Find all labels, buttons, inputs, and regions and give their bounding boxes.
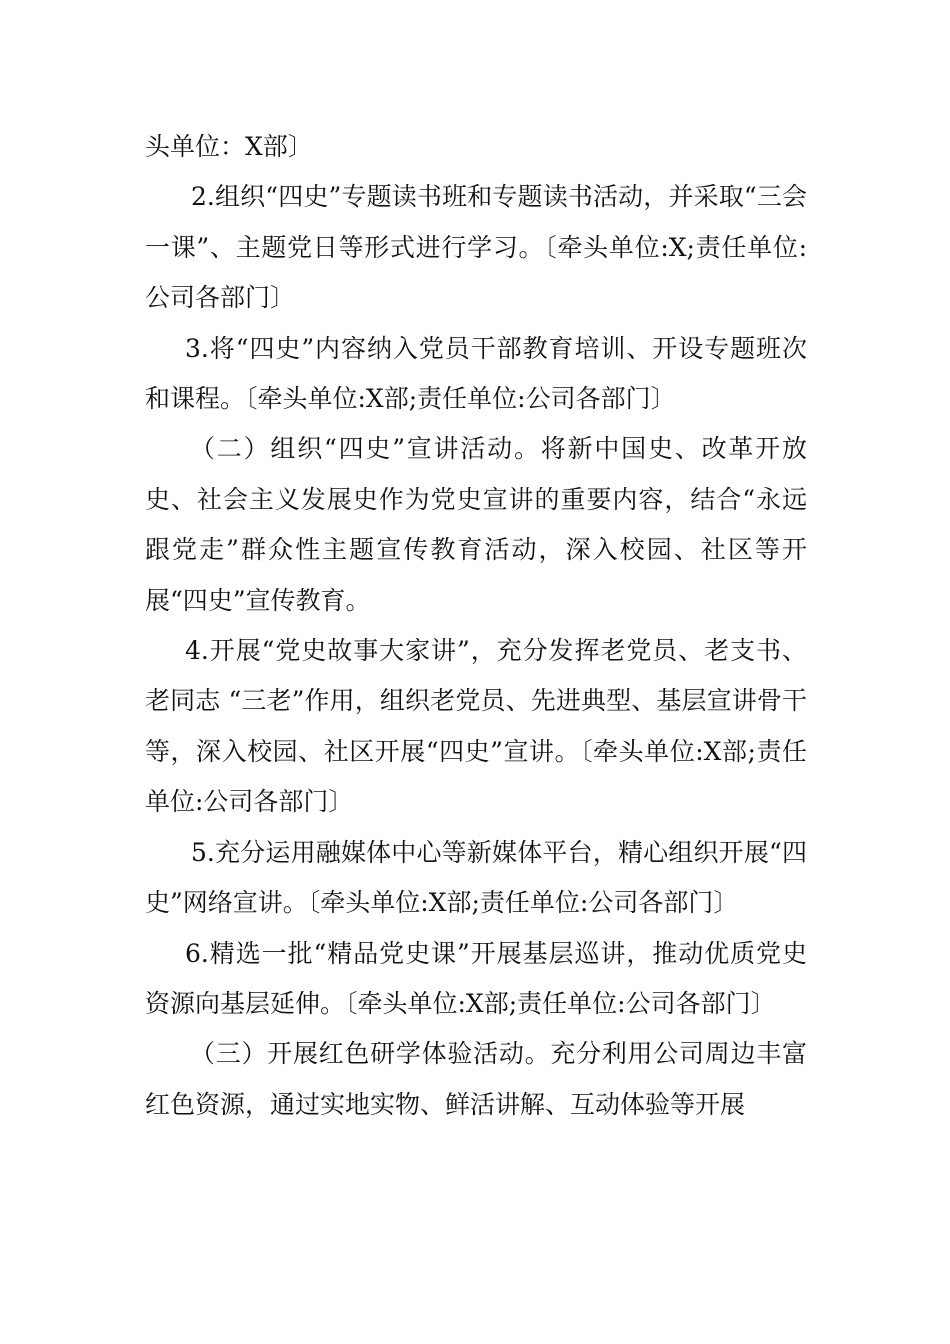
- paragraph-section-3: （三）开展红色研学体验活动。充分利用公司周边丰富红色资源，通过实地实物、鲜活讲解、互动体验等开展: [145, 1039, 807, 1119]
- paragraph-continuation: 头单位：X部〕: [145, 132, 313, 161]
- paragraph-item-4: 4.开展“党史故事大家讲”，充分发挥老党员、老支书、老同志 “三老”作用，组织老党员、先进典型、基层宣讲骨干等，深入校园、社区开展“四史”宣讲。〔牵头单位:X部;责任单位:公司各部门〕: [145, 636, 807, 817]
- document-body: [145, 122, 807, 1130]
- paragraph-section-2: （二）组织“四史”宣讲活动。将新中国史、改革开放史、社会主义发展史作为党史宣讲的重要内容，结合“永远跟党走”群众性主题宣传教育活动，深入校园、社区等开展“四史”宣传教育。: [145, 434, 807, 615]
- paragraph-item-5: 5.充分运用融媒体中心等新媒体平台，精心组织开展“四史”网络宣讲。〔牵头单位:X部;责任单位:公司各部门〕: [145, 837, 807, 918]
- paragraph-item-3: 3.将“四史”内容纳入党员干部教育培训、开设专题班次和课程。〔牵头单位:X部;责任单位:公司各部门〕: [145, 333, 807, 414]
- paragraph-item-2: 2.组织“四史”专题读书班和专题读书活动，并采取“三会一课”、主题党日等形式进行学习。〔牵头单位:X;责任单位:公司各部门〕: [145, 182, 807, 313]
- paragraph-item-6: 6.精选一批“精品党史课”开展基层巡讲，推动优质党史资源向基层延伸。〔牵头单位:X部;责任单位:公司各部门〕: [145, 938, 807, 1018]
